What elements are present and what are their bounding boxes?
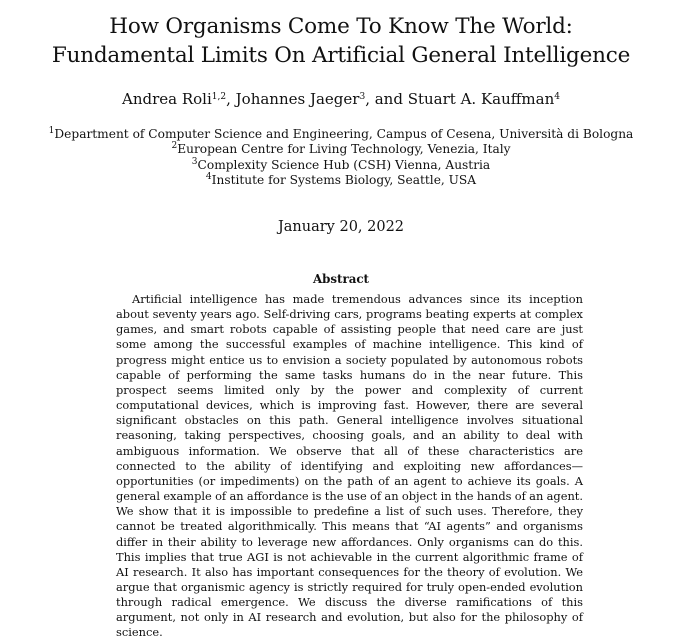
author-list: [0, 89, 682, 109]
author-name: Stuart A. Kauffman: [407, 90, 555, 108]
author-affiliation-mark: 3: [359, 92, 366, 102]
title-line-2: Fundamental Limits On Artificial General Intelligence: [51, 43, 631, 68]
affiliation-text: Complexity Science Hub (CSH) Vienna, Austria: [197, 157, 491, 172]
affiliation-text: European Centre for Living Technology, Venezia, Italy: [177, 142, 511, 157]
abstract-paragraph: Artificial intelligence has made tremendous advances since its inception about seventy years ago. Self-driving cars, programs beating experts at complex games, and smart robots capable of assisting people that need care are just some among the successful examples of machine intelligence. This kind of progress might entice us to envision a society populated by autonomous robots capable of performing the same tasks humans do in the near future. This prospect seems limited only by the power and complexity of current computational devices, which is improving fast. However, there are several significant obstacles on this path. General intelligence involves situational reasoning, taking perspectives, choosing goals, and an ability to deal with ambiguous information. We observe that all of these characteristics are connected to the ability of identifying and exploiting new affordances—opportunities (or impediments) on the path of an agent to achieve its goals. A general example of an affordance is the use of an object in the hands of an agent. We show that it is impossible to predefine a list of such uses. Therefore, they cannot be treated algorithmically. This means that “AI agents” and organisms differ in their ability to leverage new affordances. Only organisms can do this. This implies that true AGI is not achievable in the current algorithmic frame of AI research. It also has important consequences for the theory of evolution. We argue that organismic agency is strictly required for truly open-ended evolution through radical emergence. We discuss the diverse ramifications of this argument, not only in AI research and evolution, but also for the philosophy of science.: [116, 292, 583, 640]
author-name: Andrea Roli: [122, 90, 212, 108]
affiliation-text: Department of Computer Science and Engineering, Campus of Cesena, Università di Bologna: [54, 127, 634, 141]
title-line-1: How Organisms Come To Know The World:: [109, 14, 573, 39]
affiliation-item: [0, 158, 682, 173]
affiliation-mark: 4: [205, 172, 212, 183]
author-affiliation-mark: 4: [554, 92, 560, 102]
author-affiliation-mark: 1,2: [211, 92, 227, 102]
affiliation-list: [0, 127, 682, 189]
author-separator: , and: [365, 90, 408, 108]
abstract-body: [116, 292, 583, 641]
affiliation-text: Institute for Systems Biology, Seattle, USA: [211, 173, 477, 188]
publication-date: January 20, 2022: [277, 219, 405, 235]
author-name: Johannes Jaeger: [235, 90, 360, 108]
affiliation-mark: 3: [191, 156, 198, 167]
paper-title: [0, 12, 682, 70]
affiliation-mark: 1: [48, 126, 55, 136]
abstract-heading: Abstract: [313, 272, 369, 286]
affiliation-item: [0, 142, 682, 157]
affiliation-item: [0, 127, 682, 142]
author-separator: ,: [226, 90, 236, 108]
affiliation-item: [0, 173, 682, 188]
affiliation-mark: 2: [171, 141, 178, 152]
